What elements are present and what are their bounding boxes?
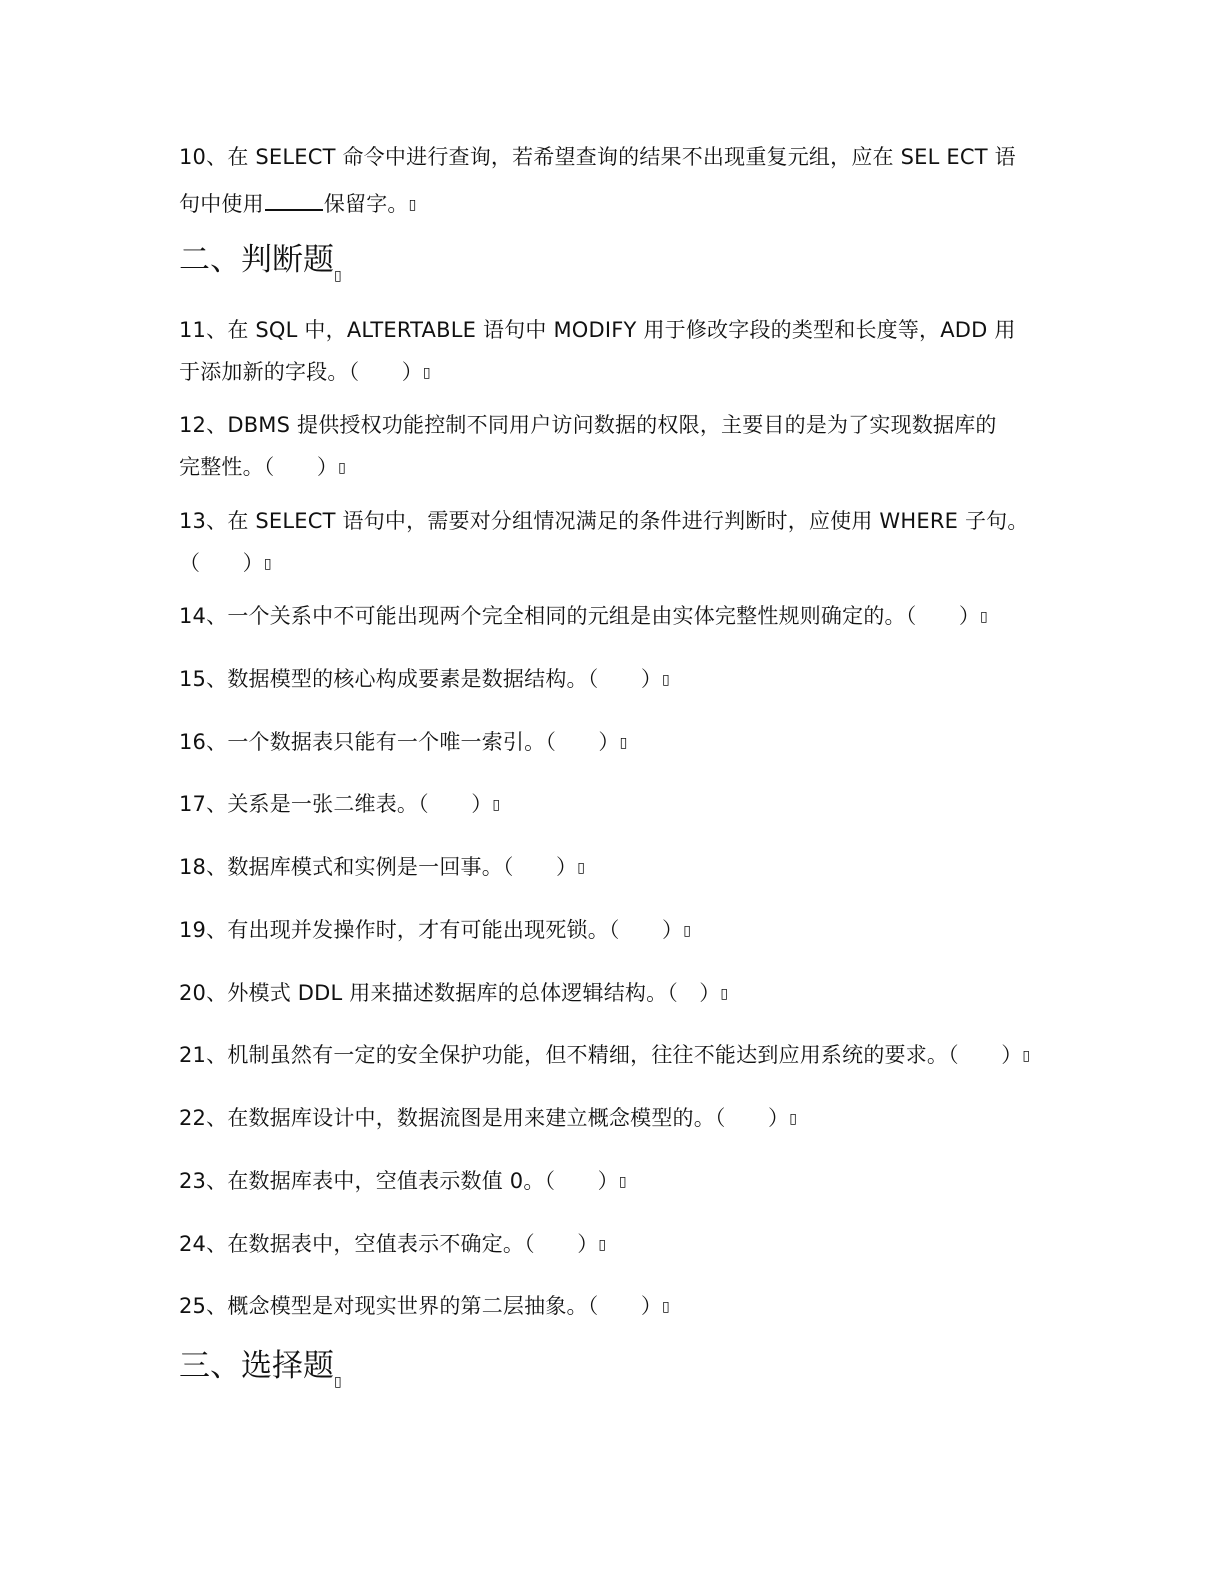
- question-text: 13、在 SELECT 语句中，需要对分组情况满足的条件进行判断时，应使用 WHERE 子句。: [179, 509, 1029, 533]
- paragraph-mark-icon: ▯: [334, 268, 342, 284]
- question-14: [179, 601, 988, 632]
- question-text: 14、一个关系中不可能出现两个完全相同的元组是由实体完整性规则确定的。（ ）: [179, 604, 981, 628]
- question-text: 15、数据模型的核心构成要素是数据结构。（ ）: [179, 667, 663, 691]
- question-12-line-2: [179, 452, 346, 483]
- question-23: [179, 1166, 627, 1197]
- paragraph-mark-icon: ▯: [263, 556, 272, 572]
- question-11-line-2: [179, 357, 431, 388]
- question-13-line-1: [179, 506, 1029, 536]
- paragraph-mark-icon: ▯: [662, 672, 670, 688]
- section-heading-judgment: [179, 240, 342, 296]
- question-19: [179, 915, 691, 946]
- question-10-text: 10、在 SELECT 命令中进行查询，若希望查询的结果不出现重复元组，应在 SEL ECT 语: [179, 145, 1016, 169]
- fill-in-blank[interactable]: [265, 195, 323, 211]
- question-text: 24、在数据表中，空值表示不确定。（ ）: [179, 1232, 599, 1256]
- question-text: 22、在数据库设计中，数据流图是用来建立概念模型的。（ ）: [179, 1106, 790, 1130]
- question-text: 21、机制虽然有一定的安全保护功能，但不精细，往往不能达到应用系统的要求。（ ）: [179, 1043, 1023, 1067]
- paragraph-mark-icon: ▯: [422, 365, 431, 381]
- question-12-line-1: [179, 410, 997, 440]
- paragraph-mark-icon: ▯: [683, 923, 692, 939]
- question-10-line-1: [179, 142, 1016, 172]
- paragraph-mark-icon: ▯: [598, 1237, 607, 1253]
- section-title: 二、判断题: [179, 242, 334, 278]
- question-20: [179, 978, 728, 1009]
- question-22: [179, 1103, 797, 1134]
- section-title: 三、选择题: [179, 1348, 334, 1384]
- question-text: 12、DBMS 提供授权功能控制不同用户访问数据的权限，主要目的是为了实现数据库的: [179, 413, 997, 437]
- paragraph-mark-icon: ▯: [338, 460, 347, 476]
- section-heading-choice: [179, 1346, 342, 1402]
- question-10-text-before: 句中使用: [179, 192, 264, 216]
- question-text: 20、外模式 DDL 用来描述数据库的总体逻辑结构。（ ）: [179, 981, 721, 1005]
- question-18: [179, 852, 585, 883]
- question-text: 17、关系是一张二维表。（ ）: [179, 792, 493, 816]
- question-13-line-2: [179, 548, 272, 579]
- paragraph-mark-icon: ▯: [408, 197, 417, 213]
- question-text: 18、数据库模式和实例是一回事。（ ）: [179, 855, 578, 879]
- question-15: [179, 664, 670, 695]
- question-text: 16、一个数据表只能有一个唯一索引。（ ）: [179, 730, 620, 754]
- paragraph-mark-icon: ▯: [492, 797, 501, 813]
- question-25: [179, 1291, 670, 1322]
- question-text: 11、在 SQL 中，ALTERTABLE 语句中 MODIFY 用于修改字段的类型和长度等，ADD 用: [179, 318, 1016, 342]
- paragraph-mark-icon: ▯: [789, 1111, 798, 1127]
- paragraph-mark-icon: ▯: [1022, 1048, 1031, 1064]
- question-21: [179, 1040, 1030, 1071]
- question-11-line-1: [179, 315, 1016, 345]
- question-text: 19、有出现并发操作时，才有可能出现死锁。（ ）: [179, 918, 684, 942]
- question-24: [179, 1229, 606, 1260]
- question-10-line-2: [179, 189, 417, 220]
- question-10-text-after: 保留字。: [323, 192, 409, 216]
- question-text: 于添加新的字段。（ ）: [179, 360, 423, 384]
- paragraph-mark-icon: ▯: [618, 1174, 627, 1190]
- paragraph-mark-icon: ▯: [980, 609, 988, 625]
- paragraph-mark-icon: ▯: [334, 1374, 342, 1390]
- question-text: 23、在数据库表中，空值表示数值 0。（ ）: [179, 1169, 619, 1193]
- paragraph-mark-icon: ▯: [662, 1299, 670, 1315]
- question-text: 完整性。（ ）: [179, 455, 339, 479]
- paragraph-mark-icon: ▯: [577, 860, 586, 876]
- paragraph-mark-icon: ▯: [619, 735, 628, 751]
- question-text: 25、概念模型是对现实世界的第二层抽象。（ ）: [179, 1294, 663, 1318]
- question-17: [179, 789, 500, 820]
- question-text: （ ）: [179, 551, 264, 575]
- question-16: [179, 727, 628, 758]
- paragraph-mark-icon: ▯: [720, 986, 729, 1002]
